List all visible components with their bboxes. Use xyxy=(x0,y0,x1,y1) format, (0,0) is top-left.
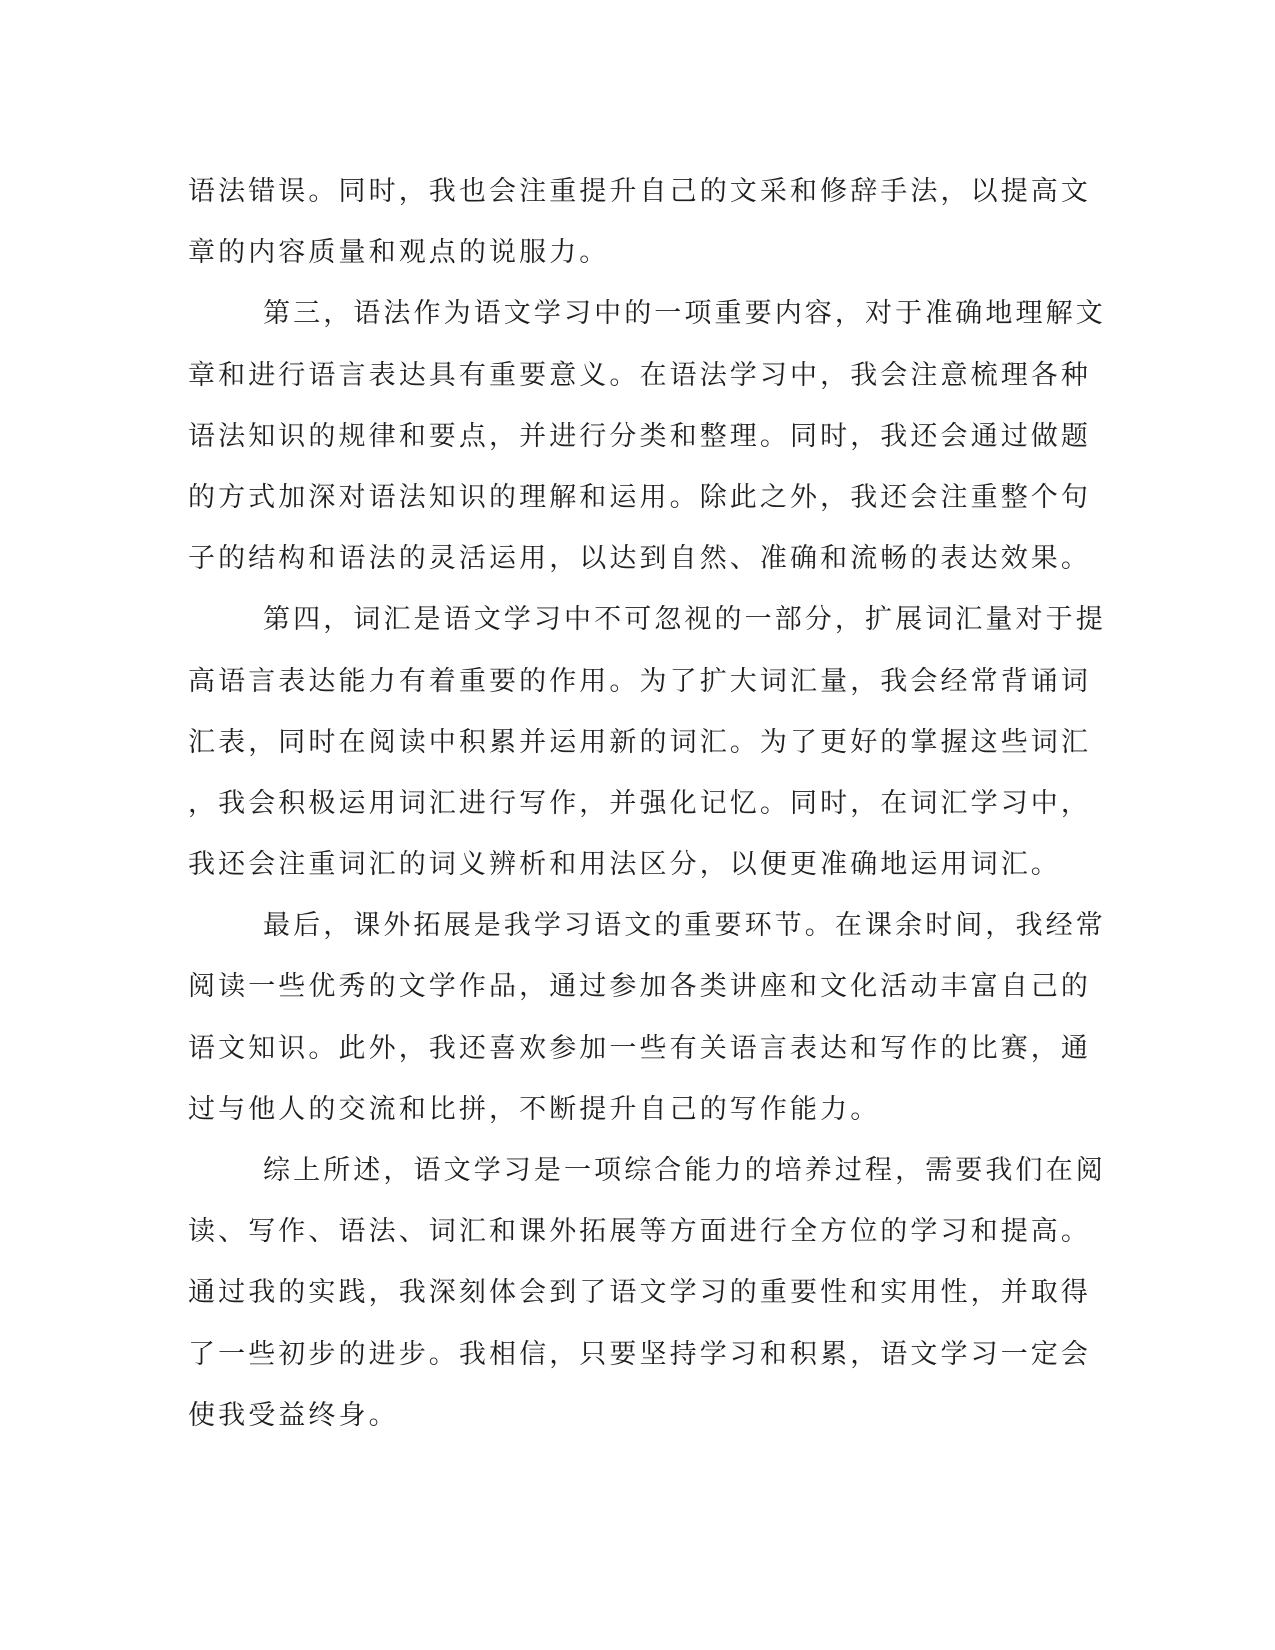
text-line: 读、写作、语法、词汇和课外拓展等方面进行全方位的学习和提高。 xyxy=(188,1216,1091,1248)
text-line: 子的结构和语法的灵活运用，以达到自然、准确和流畅的表达效果。 xyxy=(188,543,1091,575)
text-line: 语文知识。此外，我还喜欢参加一些有关语言表达和写作的比赛，通 xyxy=(188,1032,1091,1064)
text-line: 过与他人的交流和比拼，不断提升自己的写作能力。 xyxy=(188,1093,881,1125)
text-line: 的方式加深对语法知识的理解和运用。除此之外，我还会注重整个句 xyxy=(188,481,1091,513)
paragraph-start-line: 第三，语法作为语文学习中的一项重要内容，对于准确地理解文 xyxy=(263,298,1106,330)
text-line: 通过我的实践，我深刻体会到了语文学习的重要性和实用性，并取得 xyxy=(188,1277,1091,1309)
text-line: 阅读一些优秀的文学作品，通过参加各类讲座和文化活动丰富自己的 xyxy=(188,971,1091,1003)
paragraph-start-line: 综上所述，语文学习是一项综合能力的培养过程，需要我们在阅 xyxy=(263,1155,1106,1186)
text-line: 汇表，同时在阅读中积累并运用新的词汇。为了更好的掌握这些词汇 xyxy=(188,726,1091,758)
paragraph-start-line: 最后，课外拓展是我学习语文的重要环节。在课余时间，我经常 xyxy=(263,910,1106,942)
text-line: 语法知识的规律和要点，并进行分类和整理。同时，我还会通过做题 xyxy=(188,420,1091,452)
text-line: 章的内容质量和观点的说服力。 xyxy=(188,237,610,269)
text-line: 了一些初步的进步。我相信，只要坚持学习和积累，语文学习一定会 xyxy=(188,1338,1091,1370)
paragraph-start-line: 第四，词汇是语文学习中不可忽视的一部分，扩展词汇量对于提 xyxy=(263,604,1106,636)
text-line: 使我受益终身。 xyxy=(188,1399,399,1431)
text-line: ，我会积极运用词汇进行写作，并强化记忆。同时，在词汇学习中， xyxy=(188,787,1091,819)
text-line: 语法错误。同时，我也会注重提升自己的文采和修辞手法，以提高文 xyxy=(188,176,1091,207)
text-line: 高语言表达能力有着重要的作用。为了扩大词汇量，我会经常背诵词 xyxy=(188,665,1091,697)
text-line: 我还会注重词汇的词义辨析和用法区分，以便更准确地运用词汇。 xyxy=(188,849,1061,881)
document-body xyxy=(188,161,1106,1446)
text-line: 章和进行语言表达具有重要意义。在语法学习中，我会注意梳理各种 xyxy=(188,359,1091,391)
